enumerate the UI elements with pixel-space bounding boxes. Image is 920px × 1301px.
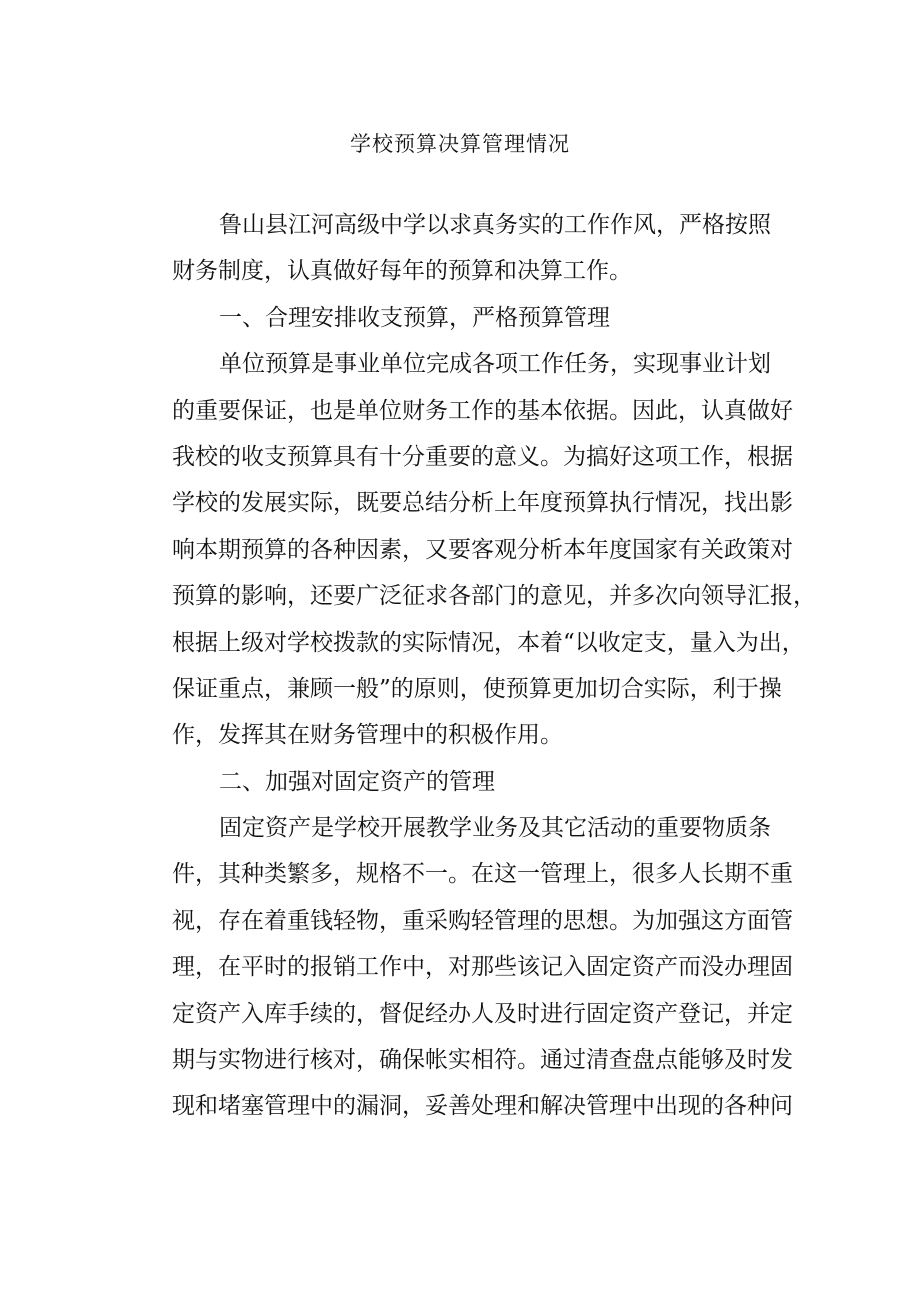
text-line: 响本期预算的各种因素，又要客观分析本年度国家有关政策对 [172, 536, 793, 563]
text-line: 期与实物进行核对，确保帐实相符。通过清查盘点能够及时发 [172, 1047, 793, 1074]
document-title: 学校预算决算管理情况 [350, 132, 570, 156]
text-line: 保证重点，兼顾一般”的原则，使预算更加切合实际，利于操 [172, 675, 782, 702]
text-line: 财务制度，认真做好每年的预算和决算工作。 [172, 258, 632, 285]
text-line: 视，存在着重钱轻物，重采购轻管理的思想。为加强这方面管 [172, 907, 793, 934]
text-line: 理，在平时的报销工作中，对那些该记入固定资产而没办理固 [172, 954, 793, 981]
text-line: 预算的影响，还要广泛征求各部门的意见，并多次向领导汇报， [172, 583, 816, 610]
text-line: 我校的收支预算具有十分重要的意义。为搞好这项工作，根据 [172, 443, 793, 470]
text-line: 固定资产是学校开展教学业务及其它活动的重要物质条 [219, 815, 771, 842]
text-line: 作，发挥其在财务管理中的积极作用。 [172, 722, 563, 749]
text-line: 鲁山县江河高级中学以求真务实的工作作风，严格按照 [219, 212, 771, 238]
document-body [172, 202, 816, 1130]
text-line: 现和堵塞管理中的漏洞，妥善处理和解决管理中出现的各种问 [172, 1093, 793, 1120]
text-line: 一、合理安排收支预算，严格预算管理 [219, 304, 610, 331]
text-line: 学校的发展实际，既要总结分析上年度预算执行情况，找出影 [172, 490, 793, 517]
text-line: 二、加强对固定资产的管理 [219, 768, 495, 795]
text-line: 的重要保证，也是单位财务工作的基本依据。因此，认真做好 [172, 397, 793, 424]
text-line: 件，其种类繁多，规格不一。在这一管理上，很多人长期不重 [172, 861, 793, 888]
text-line: 定资产入库手续的，督促经办人及时进行固定资产登记，并定 [172, 1000, 793, 1027]
text-line: 单位预算是事业单位完成各项工作任务，实现事业计划 [219, 351, 771, 378]
text-line: 根据上级对学校拨款的实际情况，本着“以收定支，量入为出， [172, 629, 805, 656]
